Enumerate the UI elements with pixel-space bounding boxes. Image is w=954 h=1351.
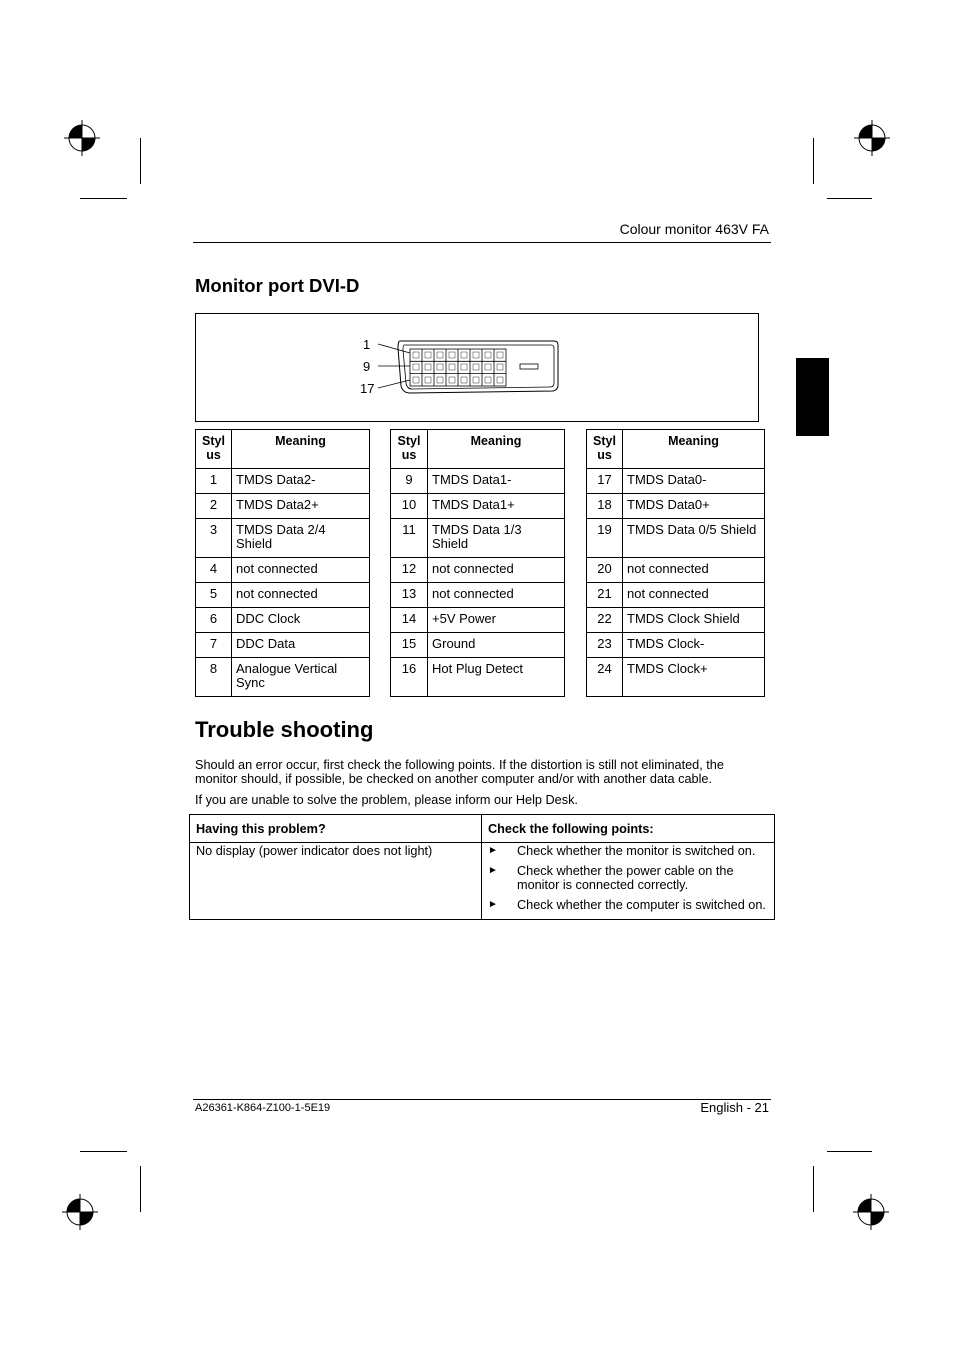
table-row bbox=[391, 633, 565, 658]
pin-number: 17 bbox=[587, 469, 623, 494]
pin-meaning: not connected bbox=[623, 583, 765, 608]
pin-meaning: TMDS Data 0/5 Shield bbox=[623, 519, 765, 558]
page-number: English - 21 bbox=[700, 1100, 769, 1115]
table-row bbox=[196, 583, 370, 608]
column-header-pin: Styl us bbox=[196, 430, 232, 469]
table-row bbox=[587, 633, 765, 658]
table-row bbox=[391, 608, 565, 633]
pin-number: 19 bbox=[587, 519, 623, 558]
table-header-row bbox=[391, 430, 565, 469]
table-row bbox=[391, 583, 565, 608]
table-row bbox=[391, 558, 565, 583]
pin-table bbox=[195, 429, 370, 697]
bullet-arrow-icon: ► bbox=[488, 899, 498, 910]
help-desk-paragraph: If you are unable to solve the problem, please inform our Help Desk. bbox=[195, 793, 578, 807]
pin-meaning: Ground bbox=[428, 633, 565, 658]
column-header-pin: Styl us bbox=[391, 430, 428, 469]
crop-mark bbox=[827, 198, 872, 199]
crop-mark bbox=[140, 1166, 141, 1212]
pin-number: 3 bbox=[196, 519, 232, 558]
column-header-check: Check the following points: bbox=[482, 815, 775, 843]
table-row bbox=[190, 843, 775, 920]
table-row bbox=[587, 494, 765, 519]
bullet-arrow-icon: ► bbox=[488, 865, 498, 876]
pin-meaning: TMDS Clock- bbox=[623, 633, 765, 658]
table-row bbox=[587, 519, 765, 558]
column-header-meaning: Meaning bbox=[232, 430, 370, 469]
table-row bbox=[587, 658, 765, 697]
table-row bbox=[196, 658, 370, 697]
pin-number: 15 bbox=[391, 633, 428, 658]
pin-number: 4 bbox=[196, 558, 232, 583]
registration-mark-icon bbox=[60, 1192, 100, 1232]
crop-mark bbox=[827, 1151, 872, 1152]
check-cell bbox=[482, 843, 775, 920]
pin-meaning: not connected bbox=[428, 558, 565, 583]
table-row bbox=[196, 558, 370, 583]
problem-cell: No display (power indicator does not light) bbox=[190, 843, 482, 920]
trouble-shooting-title: Trouble shooting bbox=[195, 717, 374, 742]
pin-meaning: TMDS Data 1/3 Shield bbox=[428, 519, 565, 558]
table-row bbox=[391, 519, 565, 558]
pin-meaning: TMDS Data1- bbox=[428, 469, 565, 494]
pin-meaning: not connected bbox=[623, 558, 765, 583]
pin-number: 9 bbox=[391, 469, 428, 494]
running-header: Colour monitor 463V FA bbox=[619, 221, 769, 237]
pin-meaning: TMDS Clock Shield bbox=[623, 608, 765, 633]
pin-meaning: TMDS Data0- bbox=[623, 469, 765, 494]
pin-meaning: TMDS Data2- bbox=[232, 469, 370, 494]
pin-meaning: Analogue Vertical Sync bbox=[232, 658, 370, 697]
table-row bbox=[196, 608, 370, 633]
bullet-arrow-icon: ► bbox=[488, 845, 498, 856]
table-row bbox=[587, 558, 765, 583]
crop-mark bbox=[80, 1151, 127, 1152]
pin-label-9: 9 bbox=[363, 359, 371, 374]
table-row bbox=[196, 633, 370, 658]
pin-number: 16 bbox=[391, 658, 428, 697]
pin-meaning: TMDS Data0+ bbox=[623, 494, 765, 519]
pin-number: 5 bbox=[196, 583, 232, 608]
pin-meaning: not connected bbox=[428, 583, 565, 608]
pin-meaning: +5V Power bbox=[428, 608, 565, 633]
pin-number: 11 bbox=[391, 519, 428, 558]
check-item bbox=[488, 864, 768, 892]
pin-number: 12 bbox=[391, 558, 428, 583]
column-header-meaning: Meaning bbox=[623, 430, 765, 469]
pin-meaning: TMDS Data2+ bbox=[232, 494, 370, 519]
pin-number: 8 bbox=[196, 658, 232, 697]
column-header-meaning: Meaning bbox=[428, 430, 565, 469]
table-header-row bbox=[190, 815, 775, 843]
column-header-pin: Styl us bbox=[587, 430, 623, 469]
pin-number: 10 bbox=[391, 494, 428, 519]
section-title: Monitor port DVI-D bbox=[195, 275, 360, 296]
dvi-connector-icon bbox=[376, 336, 566, 398]
chapter-thumb-tab bbox=[796, 358, 829, 436]
table-header-row bbox=[196, 430, 370, 469]
pin-number: 1 bbox=[196, 469, 232, 494]
header-rule bbox=[193, 242, 771, 243]
column-header-problem: Having this problem? bbox=[190, 815, 482, 843]
pin-meaning: DDC Clock bbox=[232, 608, 370, 633]
check-item bbox=[488, 844, 768, 858]
pin-number: 6 bbox=[196, 608, 232, 633]
pin-table bbox=[390, 429, 565, 697]
table-row bbox=[391, 494, 565, 519]
table-header-row bbox=[587, 430, 765, 469]
pin-number: 22 bbox=[587, 608, 623, 633]
pin-number: 20 bbox=[587, 558, 623, 583]
crop-mark bbox=[140, 138, 141, 184]
pin-number: 2 bbox=[196, 494, 232, 519]
table-row bbox=[196, 519, 370, 558]
pin-number: 24 bbox=[587, 658, 623, 697]
pin-meaning: DDC Data bbox=[232, 633, 370, 658]
registration-mark-icon bbox=[851, 1192, 891, 1232]
table-row bbox=[587, 608, 765, 633]
pin-meaning: not connected bbox=[232, 583, 370, 608]
check-item bbox=[488, 898, 768, 912]
dvi-connector-diagram bbox=[195, 313, 759, 422]
pin-label-1: 1 bbox=[363, 337, 371, 352]
table-row bbox=[391, 469, 565, 494]
pin-meaning: TMDS Data1+ bbox=[428, 494, 565, 519]
pin-meaning: TMDS Data 2/4 Shield bbox=[232, 519, 370, 558]
table-row bbox=[587, 583, 765, 608]
document-number: A26361-K864-Z100-1-5E19 bbox=[195, 1102, 331, 1114]
registration-mark-icon bbox=[62, 118, 102, 158]
table-row bbox=[391, 658, 565, 697]
crop-mark bbox=[813, 138, 814, 184]
trouble-shooting-table bbox=[189, 814, 775, 920]
table-row bbox=[587, 469, 765, 494]
pin-meaning: not connected bbox=[232, 558, 370, 583]
pin-number: 13 bbox=[391, 583, 428, 608]
intro-paragraph: Should an error occur, first check the following points. If the distortion is still not eliminated, the monitor should, if possible, be checked on another computer and/or with another data cable. bbox=[195, 758, 724, 786]
pin-number: 21 bbox=[587, 583, 623, 608]
check-text: Check whether the computer is switched on. bbox=[517, 898, 766, 912]
pin-meaning: TMDS Clock+ bbox=[623, 658, 765, 697]
pin-number: 7 bbox=[196, 633, 232, 658]
crop-mark bbox=[813, 1166, 814, 1212]
table-row bbox=[196, 494, 370, 519]
pin-number: 14 bbox=[391, 608, 428, 633]
table-row bbox=[196, 469, 370, 494]
registration-mark-icon bbox=[852, 118, 892, 158]
pin-meaning: Hot Plug Detect bbox=[428, 658, 565, 697]
crop-mark bbox=[80, 198, 127, 199]
check-text: Check whether the monitor is switched on. bbox=[517, 844, 756, 858]
pin-label-17: 17 bbox=[360, 381, 375, 396]
pin-number: 18 bbox=[587, 494, 623, 519]
check-text: Check whether the power cable on the monitor is connected correctly. bbox=[517, 864, 734, 892]
pin-table bbox=[586, 429, 765, 697]
pin-number: 23 bbox=[587, 633, 623, 658]
